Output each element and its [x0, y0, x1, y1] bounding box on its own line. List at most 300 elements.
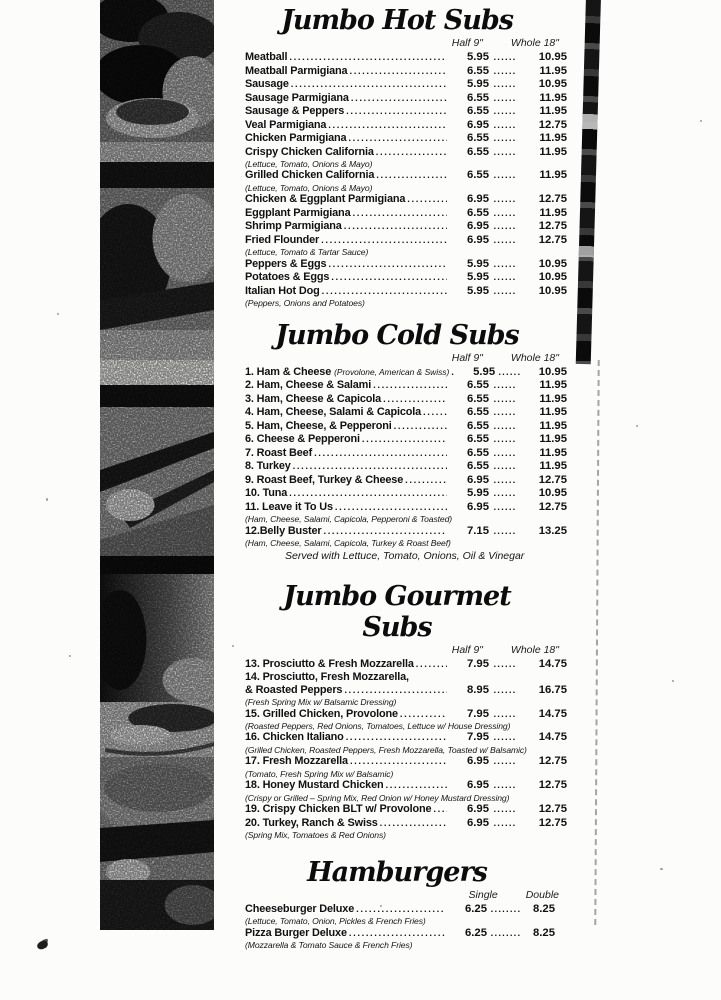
- menu-item: [245, 258, 567, 272]
- item-price-half: 8.95: [467, 683, 489, 696]
- dot-leader-mid: [489, 502, 521, 515]
- item-description: (Ham, Cheese, Salami, Capicola, Turkey & Roast Beef): [245, 538, 451, 549]
- item-row: [245, 285, 567, 299]
- item-row: [245, 779, 567, 793]
- scan-speck: [660, 868, 663, 870]
- dot-leader: [400, 709, 447, 722]
- item-price-whole: 11.95: [539, 169, 567, 182]
- item-price-half: 6.55: [467, 446, 489, 459]
- item-row: [245, 658, 567, 672]
- item-description: (Lettuce, Tomato, Onion, Pickles & French Fries): [245, 916, 426, 927]
- item-price-whole: 12.75: [538, 500, 567, 513]
- item-name: Pizza Burger Deluxe: [245, 926, 347, 939]
- item-name: 15. Grilled Chicken, Provolone: [245, 707, 398, 720]
- item-price-whole: 12.75: [538, 473, 567, 486]
- dot-leader: [352, 208, 447, 221]
- dot-leader: [376, 147, 447, 160]
- item-price-half: 6.95: [467, 473, 489, 486]
- item-price-half: 7.95: [467, 731, 489, 744]
- menu-item: [245, 671, 567, 707]
- item-price-whole: 11.95: [539, 419, 567, 432]
- item-price-half: 6.55: [467, 132, 489, 145]
- dot-leader-mid: [489, 394, 521, 407]
- menu-item: [245, 731, 567, 755]
- item-name: 7. Roast Beef: [245, 446, 313, 459]
- dot-leader-mid: [489, 709, 521, 722]
- dot-leader-mid: [489, 170, 521, 183]
- dot-leader: [321, 235, 447, 248]
- menu-item: [245, 119, 567, 133]
- item-name: 5. Ham, Cheese, & Pepperoni: [245, 419, 392, 432]
- item-price-whole: 12.75: [538, 233, 567, 246]
- dot-leader: [328, 259, 447, 272]
- item-row: [245, 220, 567, 234]
- dot-leader: [407, 194, 447, 207]
- size-header-row: [245, 644, 567, 657]
- menu-item: [245, 406, 567, 420]
- dot-leader: [394, 421, 447, 434]
- item-row: [245, 447, 567, 461]
- dot-leader: [335, 502, 447, 515]
- dot-leader: [289, 52, 447, 65]
- item-price-whole: 10.95: [538, 51, 567, 64]
- menu-item: [245, 366, 567, 380]
- menu-item: [245, 169, 567, 193]
- item-price-half: 5.95: [467, 51, 489, 64]
- item-name: Potatoes & Eggs: [245, 271, 330, 284]
- menu-section: [245, 581, 567, 841]
- size-col-right: Whole 18": [510, 351, 559, 364]
- item-price-whole: 12.75: [538, 779, 567, 792]
- dot-leader: [376, 170, 447, 183]
- dot-leader-mid: [489, 66, 521, 79]
- item-price-half: 6.95: [467, 779, 489, 792]
- dot-leader: [451, 367, 456, 380]
- item-description: (Ham, Cheese, Salami, Capicola, Pepperoni & Toasted): [245, 514, 453, 525]
- item-name: 20. Turkey, Ranch & Swiss: [245, 816, 378, 829]
- size-col-left: Half 9": [451, 643, 483, 656]
- item-price-whole: 10.95: [538, 257, 567, 270]
- scan-speck: [232, 645, 234, 647]
- item-price-whole: 11.95: [539, 64, 567, 77]
- section-footer: Served with Lettuce, Tomato, Onions, Oil & Vinegar: [285, 549, 525, 562]
- dot-leader-mid: [489, 106, 521, 119]
- dot-leader-mid: [489, 685, 521, 698]
- menu-item: [245, 447, 567, 461]
- item-price-half: 6.55: [467, 433, 489, 446]
- dot-leader-mid: [489, 208, 521, 221]
- item-row: [245, 65, 567, 79]
- item-price-half: 6.55: [467, 105, 489, 118]
- item-row: [245, 105, 567, 119]
- item-price-whole: 13.25: [538, 524, 567, 537]
- item-row: [245, 366, 567, 380]
- item-price-half: 6.95: [467, 220, 489, 233]
- menu-column: [245, 5, 567, 950]
- dot-leader: [346, 732, 447, 745]
- item-description: (Tomato, Fresh Spring Mix w/ Balsamic): [245, 768, 394, 779]
- menu-item: [245, 146, 567, 170]
- menu-item: [245, 193, 567, 207]
- menu-item: [245, 271, 567, 285]
- item-price-half: 6.95: [467, 233, 489, 246]
- item-price-whole: 14.75: [538, 731, 567, 744]
- scan-speck: [380, 905, 382, 907]
- dot-leader-mid: [489, 147, 521, 160]
- dot-leader: [328, 120, 447, 133]
- item-row: [245, 525, 567, 539]
- dot-leader-mid: [489, 756, 521, 769]
- dot-leader-mid: [489, 526, 521, 539]
- scan-edge-bar: [576, 0, 601, 364]
- menu-section: [245, 857, 567, 951]
- item-row: [245, 207, 567, 221]
- dot-leader-mid: [489, 133, 521, 146]
- item-row: [245, 271, 567, 285]
- menu-item: [245, 658, 567, 672]
- item-row: [245, 708, 567, 722]
- size-col-right: Whole 18": [510, 643, 559, 656]
- dot-leader: [291, 79, 447, 92]
- dot-leader-mid: [489, 120, 521, 133]
- dot-leader-mid: [489, 286, 521, 299]
- menu-item: [245, 285, 567, 309]
- menu-item: [245, 460, 567, 474]
- item-row: [245, 51, 567, 65]
- scan-speck: [152, 861, 154, 863]
- item-row: [245, 903, 567, 917]
- item-price-whole: 12.75: [538, 220, 567, 233]
- dot-leader: [293, 461, 447, 474]
- item-row: [245, 146, 567, 160]
- item-row: [245, 684, 567, 698]
- item-row: [245, 487, 567, 501]
- item-price-half: 5.95: [473, 365, 496, 378]
- item-description: (Lettuce, Tomato & Tartar Sauce): [245, 247, 369, 258]
- item-description: (Crispy or Grilled – Spring Mix, Red Onion w/ Honey Mustard Dressing): [245, 792, 510, 803]
- item-price-whole: 11.95: [539, 406, 567, 419]
- size-col-left: Single: [468, 888, 498, 901]
- dot-leader-mid: [489, 448, 521, 461]
- dot-leader-mid: [489, 434, 521, 447]
- menu-section: [245, 5, 567, 309]
- menu-item: [245, 817, 567, 841]
- dot-leader-mid: [489, 780, 521, 793]
- item-price-half: 6.95: [467, 193, 489, 206]
- menu-item: [245, 220, 567, 234]
- item-name: Cheeseburger Deluxe: [245, 902, 355, 915]
- item-row: [245, 501, 567, 515]
- dot-leader-mid: [489, 732, 521, 745]
- dot-leader: [322, 286, 447, 299]
- item-price-half: 6.55: [467, 406, 489, 419]
- item-price-whole: 11.95: [539, 132, 567, 145]
- item-description: (Spring Mix, Tomatoes & Red Onions): [245, 830, 386, 841]
- item-price-whole: 10.95: [538, 271, 567, 284]
- scan-edge-line: [594, 360, 599, 925]
- menu-item: [245, 105, 567, 119]
- item-name: Crispy Chicken California: [245, 145, 374, 158]
- item-name: Sausage Parmigiana: [245, 91, 349, 104]
- item-price-half: 6.25: [465, 926, 487, 939]
- item-note: (Provolone, American & Swiss): [334, 366, 450, 377]
- dot-leader: [350, 756, 447, 769]
- menu-item: [245, 708, 567, 732]
- item-price-whole: 11.95: [539, 433, 567, 446]
- item-row: [245, 433, 567, 447]
- dot-leader-mid: [489, 659, 521, 672]
- dot-leader: [344, 221, 447, 234]
- item-price-half: 6.95: [467, 500, 489, 513]
- menu-item: [245, 132, 567, 146]
- item-price-whole: 16.75: [538, 683, 567, 696]
- dot-leader: [314, 448, 447, 461]
- dot-leader: [356, 904, 445, 917]
- item-name: 9. Roast Beef, Turkey & Cheese: [245, 473, 404, 486]
- item-name: Veal Parmigiana: [245, 118, 327, 131]
- dot-leader-mid: [489, 407, 521, 420]
- item-name-line-1: 14. Prosciutto, Fresh Mozzarella,: [245, 671, 409, 684]
- dot-leader-mid: [489, 194, 521, 207]
- item-name: Chicken Parmigiana: [245, 132, 347, 145]
- menu-item: [245, 487, 567, 501]
- section-title: Hamburgers: [307, 856, 487, 888]
- dot-leader-mid: [489, 380, 521, 393]
- item-description: (Grilled Chicken, Roasted Peppers, Fresh Mozzarella, Toasted w/ Balsamic): [245, 744, 527, 755]
- menu-item: [245, 65, 567, 79]
- item-name: 18. Honey Mustard Chicken: [245, 779, 384, 792]
- scan-speck: [672, 680, 674, 682]
- item-description: (Fresh Spring Mix w/ Balsamic Dressing): [245, 697, 397, 708]
- menu-item: [245, 234, 567, 258]
- item-name: 13. Prosciutto & Fresh Mozzarella: [245, 657, 414, 670]
- item-price-whole: 8.25: [533, 926, 555, 939]
- size-col-left: Half 9": [451, 37, 483, 50]
- item-row: [245, 132, 567, 146]
- item-name: Meatball Parmigiana: [245, 64, 348, 77]
- item-name: Sausage: [245, 78, 289, 91]
- dot-leader: [331, 272, 447, 285]
- item-price-whole: 11.95: [539, 446, 567, 459]
- menu-item: [245, 420, 567, 434]
- item-price-half: 5.95: [467, 271, 489, 284]
- item-price-half: 6.55: [467, 64, 489, 77]
- item-description: (Lettuce, Tomato, Onions & Mayo): [245, 182, 373, 193]
- item-name: 6. Cheese & Pepperoni: [245, 433, 360, 446]
- dot-leader-mid: [489, 79, 521, 92]
- dot-leader-mid: [489, 52, 521, 65]
- menu-item: [245, 903, 567, 927]
- item-price-half: 5.95: [467, 284, 489, 297]
- item-name: Fried Flounder: [245, 233, 320, 246]
- item-row: [245, 119, 567, 133]
- dot-leader: [289, 488, 447, 501]
- menu-item: [245, 379, 567, 393]
- item-price-whole: 14.75: [538, 657, 567, 670]
- item-name: 8. Turkey: [245, 460, 291, 473]
- size-header-row: [245, 37, 567, 50]
- item-price-whole: 12.75: [538, 816, 567, 829]
- item-price-whole: 10.95: [538, 365, 567, 378]
- item-row: [245, 817, 567, 831]
- item-name: 3. Ham, Cheese & Capicola: [245, 392, 382, 405]
- dot-leader: [416, 659, 447, 672]
- menu-item: [245, 525, 567, 549]
- item-name: Eggplant Parmigiana: [245, 206, 351, 219]
- menu-item: [245, 779, 567, 803]
- item-price-whole: 12.75: [538, 803, 567, 816]
- item-name: & Roasted Peppers: [245, 683, 343, 696]
- dot-leader-mid: [489, 488, 521, 501]
- item-price-half: 6.55: [467, 206, 489, 219]
- item-price-half: 6.25: [465, 902, 487, 915]
- dot-leader-mid: [489, 475, 521, 488]
- dot-leader: [373, 380, 447, 393]
- item-price-half: 6.55: [467, 379, 489, 392]
- scan-speck: [636, 425, 638, 427]
- item-description: (Mozzarella & Tomato Sauce & French Fries): [245, 940, 413, 951]
- size-col-left: Half 9": [451, 351, 483, 364]
- dot-leader-mid: [489, 259, 521, 272]
- sandwich-photos-image: [100, 0, 214, 930]
- item-name: 16. Chicken Italiano: [245, 731, 344, 744]
- dot-leader-mid: [489, 272, 521, 285]
- item-price-whole: 11.95: [539, 392, 567, 405]
- item-row: [245, 927, 567, 941]
- size-col-right: Double: [525, 888, 559, 901]
- menu-item: [245, 393, 567, 407]
- item-price-whole: 11.95: [539, 379, 567, 392]
- item-row: [245, 755, 567, 769]
- dot-leader: [433, 804, 447, 817]
- menu-item: [245, 501, 567, 525]
- item-price-half: 7.95: [467, 707, 489, 720]
- dot-leader: [344, 685, 447, 698]
- item-description: (Lettuce, Tomato, Onions & Mayo): [245, 159, 373, 170]
- item-price-half: 6.55: [467, 145, 489, 158]
- item-price-whole: 8.25: [533, 902, 555, 915]
- item-name: 19. Crispy Chicken BLT w/ Provolone: [245, 803, 432, 816]
- menu-section: [245, 320, 567, 563]
- menu-item: [245, 207, 567, 221]
- item-name: Sausage & Peppers: [245, 105, 345, 118]
- dot-leader: [346, 106, 447, 119]
- dot-leader-mid: [487, 904, 525, 917]
- dot-leader: [323, 526, 447, 539]
- item-price-half: 6.55: [467, 419, 489, 432]
- item-name: 10. Tuna: [245, 487, 288, 500]
- item-price-whole: 12.75: [538, 193, 567, 206]
- item-price-whole: 11.95: [539, 105, 567, 118]
- scan-speck: [700, 120, 702, 122]
- item-row: [245, 234, 567, 248]
- menu-item: [245, 78, 567, 92]
- item-row: [245, 169, 567, 183]
- item-name: Grilled Chicken California: [245, 169, 375, 182]
- item-price-half: 7.95: [467, 657, 489, 670]
- item-name: 17. Fresh Mozzarella: [245, 755, 348, 768]
- scan-speck: [57, 313, 59, 315]
- dot-leader-mid: [489, 818, 521, 831]
- dot-leader-mid: [489, 804, 521, 817]
- scan-speck: [46, 498, 48, 501]
- item-row: [245, 420, 567, 434]
- item-price-half: 6.95: [467, 755, 489, 768]
- item-row: [245, 258, 567, 272]
- item-price-whole: 11.95: [539, 206, 567, 219]
- dot-leader: [348, 133, 447, 146]
- item-price-half: 5.95: [467, 78, 489, 91]
- dot-leader: [349, 66, 447, 79]
- item-price-half: 6.55: [467, 91, 489, 104]
- item-name: 4. Ham, Cheese, Salami & Capicola: [245, 406, 422, 419]
- item-name: 12.Belly Buster: [245, 524, 322, 537]
- item-price-whole: 10.95: [538, 78, 567, 91]
- item-price-half: 6.55: [467, 460, 489, 473]
- dot-leader: [385, 780, 447, 793]
- item-price-half: 5.95: [467, 487, 489, 500]
- item-name: Italian Hot Dog: [245, 284, 320, 297]
- item-price-half: 6.95: [467, 118, 489, 131]
- item-row: [245, 406, 567, 420]
- dot-leader-mid: [489, 221, 521, 234]
- item-row: [245, 803, 567, 817]
- item-row: [245, 393, 567, 407]
- dot-leader-mid: [495, 367, 524, 380]
- item-price-whole: 10.95: [538, 487, 567, 500]
- dot-leader-mid: [489, 461, 521, 474]
- item-price-whole: 10.95: [538, 284, 567, 297]
- menu-item: [245, 927, 567, 951]
- section-title: Jumbo Hot Subs: [281, 5, 513, 36]
- menu-item: [245, 51, 567, 65]
- item-price-whole: 12.75: [538, 755, 567, 768]
- item-price-whole: 11.95: [539, 460, 567, 473]
- item-row: [245, 460, 567, 474]
- ink-blob: [36, 940, 49, 951]
- item-name: Shrimp Parmigiana: [245, 220, 342, 233]
- item-name: Peppers & Eggs: [245, 257, 327, 270]
- item-price-half: 5.95: [467, 257, 489, 270]
- dot-leader: [349, 928, 445, 941]
- scan-speck: [69, 655, 71, 657]
- item-price-half: 6.95: [467, 816, 489, 829]
- item-name: 11. Leave it To Us: [245, 500, 333, 513]
- item-price-whole: 14.75: [538, 707, 567, 720]
- item-description: (Roasted Peppers, Red Onions, Tomatoes, Lettuce w/ House Dressing): [245, 721, 511, 732]
- dot-leader-mid: [489, 235, 521, 248]
- item-row: [245, 78, 567, 92]
- item-price-half: 6.95: [467, 803, 489, 816]
- item-row: [245, 193, 567, 207]
- section-title: Jumbo Cold Subs: [275, 319, 519, 351]
- item-name: 1. Ham & Cheese: [245, 365, 332, 378]
- dot-leader: [351, 93, 447, 106]
- dot-leader-mid: [489, 421, 521, 434]
- section-title: Jumbo Gourmet Subs: [283, 580, 511, 643]
- menu-item: [245, 755, 567, 779]
- item-name: 2. Ham, Cheese & Salami: [245, 379, 372, 392]
- item-price-half: 6.55: [467, 392, 489, 405]
- dot-leader: [423, 407, 447, 420]
- dot-leader: [383, 394, 447, 407]
- size-col-right: Whole 18": [510, 37, 559, 50]
- menu-item: [245, 92, 567, 106]
- item-description: (Peppers, Onions and Potatoes): [245, 298, 365, 309]
- dot-leader-mid: [489, 93, 521, 106]
- item-row: [245, 474, 567, 488]
- photo-strip: [100, 0, 214, 930]
